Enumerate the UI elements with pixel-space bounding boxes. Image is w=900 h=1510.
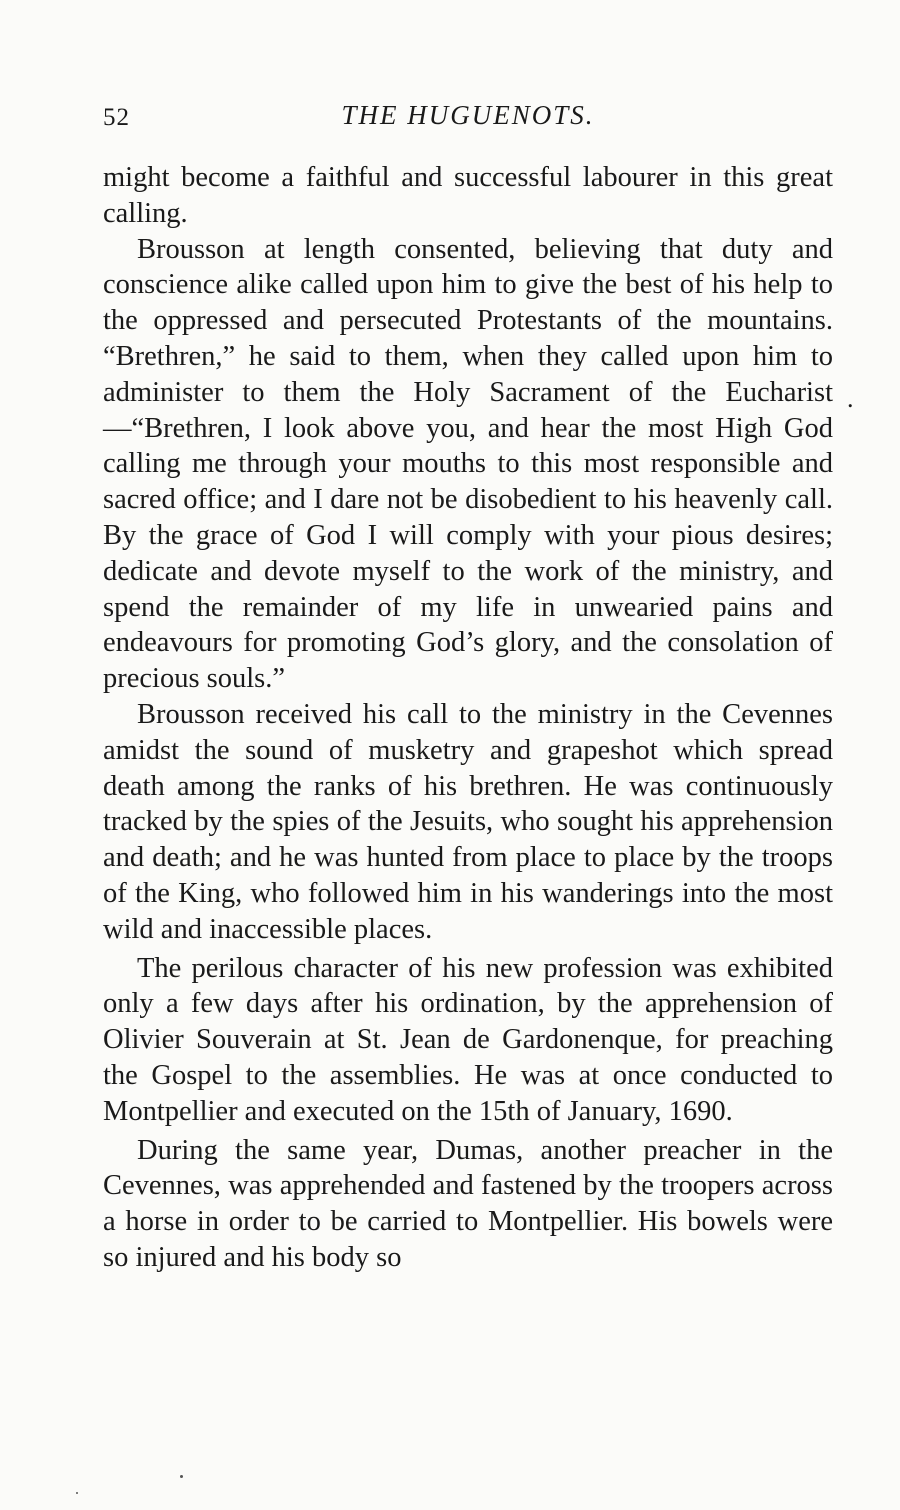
body-text <box>103 160 833 1276</box>
paragraph-brousson-consents: Brousson at length consented, believing that duty and conscience alike called upon him to give the best of his help to the oppressed and persecuted Protestants of the mountains. “Brethren,” he said to them, when they called upon him to administer to them the Holy Sacrament of the Eucharist—“Brethren, I look above you, and hear the most High God calling me through your mouths to this most responsible and sacred office; and I dare not be disobedient to his heavenly call. By the grace of God I will comply with your pious desires; dedicate and devote myself to the work of the ministry, and spend the remainder of my life in unwearied pains and endeavours for promoting God’s glory, and the consolation of precious souls.” <box>103 233 833 695</box>
paper-speck <box>76 1492 78 1494</box>
paragraph-souverain: The perilous character of his new profession was exhibited only a few days after his ordination, by the apprehension of Olivier Souverain at St. Jean de Gardonenque, for preaching the Gospel to the assemblies. He was at once conducted to Montpellier and executed on the 15th of January, 1690. <box>103 952 833 1127</box>
paper-speck <box>180 1475 183 1478</box>
paragraph-continued: might become a faithful and successful labourer in this great calling. <box>103 162 833 229</box>
running-title: THE HUGUENOTS. <box>341 100 595 130</box>
page-number: 52 <box>103 104 130 131</box>
paragraph-brousson-call: Brousson received his call to the ministry in the Cevennes amidst the sound of musketry and grapeshot which spread death among the ranks of his brethren. He was continuously tracked by the spies of the Jesuits, who sought his apprehension and death; and he was hunted from place to place by the troops of the King, who followed him in his wanderings into the most wild and inaccessible places. <box>103 698 833 945</box>
paragraph-dumas: During the same year, Dumas, another preacher in the Cevennes, was apprehended and fastened by the troopers across a horse in order to be carried to Montpellier. His bowels were so injured and his body so <box>103 1134 833 1273</box>
margin-mark: . <box>847 384 854 413</box>
page-header <box>103 100 833 140</box>
